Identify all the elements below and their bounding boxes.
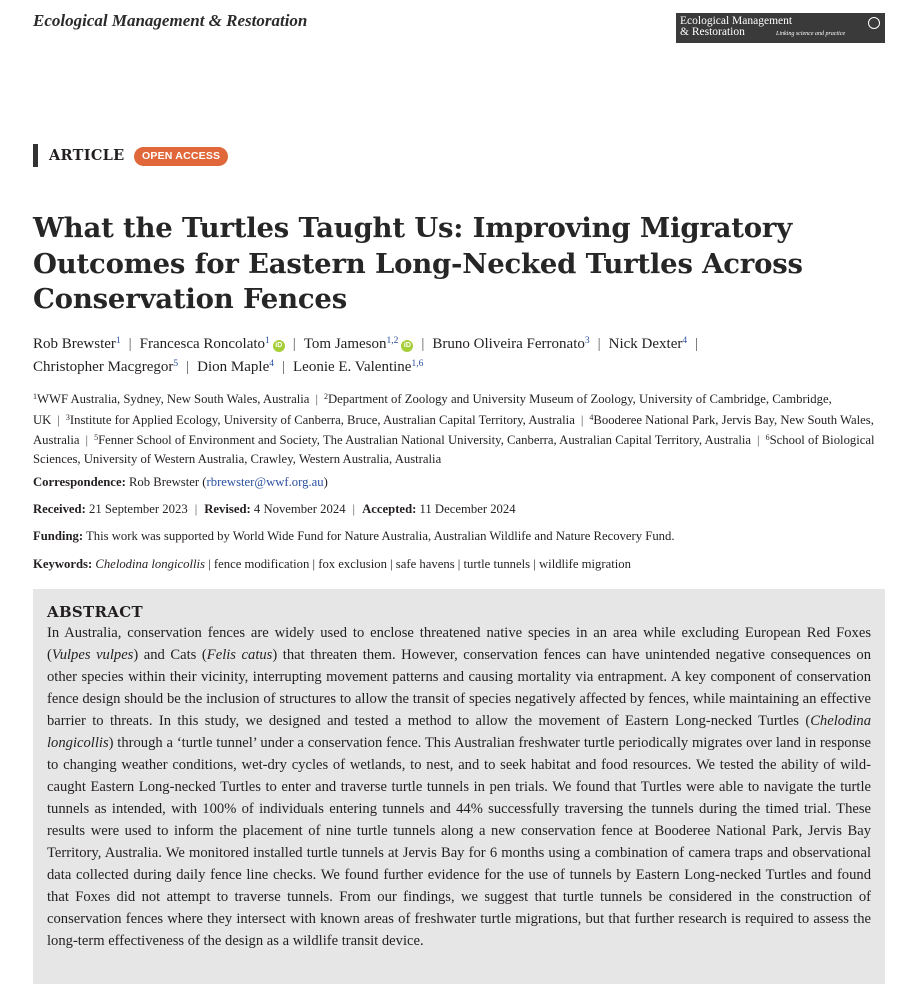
journal-name: Ecological Management & Restoration: [33, 11, 308, 30]
author[interactable]: Francesca Roncolato$^1$ iD: [140, 336, 285, 352]
article-title: What the Turtles Taught Us: Improving Migratory Outcomes for Eastern Long-Necked Turtles Across Conservation Fences: [33, 212, 803, 315]
affiliation: $^5$Fenner School of Environment and Society, The Australian National University, Canberra, Australian Capital Territory, Australia: [94, 433, 752, 448]
author[interactable]: Leonie E. Valentine$^{1,6}$: [293, 358, 424, 375]
abstract-text: In Australia, conservation fences are widely used to enclose threatened native species in an area while excluding European Red Foxes (Vulpes vulpes) and Cats (Felis catus) that threaten them. However, conservation fences can have unintended negative consequences on other species within their vicinity, interrupting movement patterns and causing mortality via entrapment. A key component of conservation fence design should be the inclusion of structures to allow the transit of species negatively affected by fences, while maintaining an effective barrier to threats. In this study, we designed and tested a method to allow the movement of Eastern Long-necked Turtles (Chelodina longicollis) through a ‘turtle tunnel’ under a conservation fence. This Australian freshwater turtle periodically migrates over land in response to changing weather conditions, wet-dry cycles of wetlands, to nest, and to seek habitat and food resources. We tested the ability of wild-caught Eastern Long-necked Turtles to enter and traverse turtle tunnels in pen trials. We found that Turtles were able to navigate the turtle tunnels as intended, with 100% of individuals entering tunnels and 44% successfully traversing the tunnels during the timed trial. These results were used to inform the placement of nine turtle tunnels along a new conservation fence at Booderee National Park, Jervis Bay Territory, Australia. We monitored installed turtle tunnels at Jervis Bay for 6 months using a combination of camera traps and observational data collected during daily fence line checks. We found further evidence for the use of tunnels by Eastern Long-necked Turtles and found that Foxes did not attempt to traverse tunnels. From our findings, we suggest that turtle tunnels be considered in the construction of conservation fences where they intersect with known areas of freshwater turtle migrations, but that further research is required to assess the long-term effectiveness of the design as a wildlife transit device.: [47, 625, 871, 949]
orcid-icon[interactable]: iD: [273, 340, 285, 352]
article-type: ARTICLE: [49, 147, 125, 164]
society-emblem-icon: [868, 17, 880, 29]
article-type-bar: [33, 144, 38, 167]
author-list: Rob Brewster$^1$ | Francesca Roncolato$^1$ iD | Tom Jameson$^{1,2}$ iD | Bruno Oliveira Ferronato$^3$ | Nick Dexter$^4$ | Christopher Macgregor$^5$ | Dion Maple$^4$ | Leonie E. Valentine$^{1,6}$: [33, 336, 699, 375]
journal-logo: [676, 13, 885, 43]
author[interactable]: Nick Dexter$^4$: [608, 336, 688, 352]
orcid-icon[interactable]: iD: [401, 340, 413, 352]
author[interactable]: Bruno Oliveira Ferronato$^3$: [432, 336, 590, 352]
abstract-heading: ABSTRACT: [47, 603, 143, 621]
abstract: [33, 589, 885, 984]
author[interactable]: Tom Jameson$^{1,2}$ iD: [304, 336, 414, 352]
affiliation: $^1$WWF Australia, Sydney, New South Wales, Australia: [33, 392, 310, 406]
logo-tagline: Linking science and practice: [776, 31, 846, 37]
logo-line2: & Restoration: [680, 26, 745, 38]
email-link[interactable]: rbrewster@wwf.org.au: [206, 475, 324, 489]
keywords: Keywords: Chelodina longicollis | fence modification | fox exclusion | safe havens | turtle tunnels | wildlife migration: [33, 557, 631, 571]
author[interactable]: Christopher Macgregor$^5$: [33, 358, 179, 375]
funding: Funding: This work was supported by World Wide Fund for Nature Australia, Australian Wildlife and Nature Recovery Fund.: [33, 529, 675, 543]
author[interactable]: Dion Maple$^4$: [197, 358, 274, 375]
affiliation: $^4$Booderee National Park, Jervis Bay, New South Wales, Australia: [33, 412, 874, 448]
article-dates: Received: 21 September 2023 | Revised: 4 November 2024 | Accepted: 11 December 2024: [33, 502, 516, 516]
affiliation: $^2$Department of Zoology and University Museum of Zoology, University of Cambridge, Cambridge, UK: [33, 392, 832, 427]
correspondence: Correspondence: Rob Brewster (rbrewster@wwf.org.au): [33, 475, 328, 489]
affiliation: $^3$Institute for Applied Ecology, University of Canberra, Bruce, Australian Capital Territory, Australia: [65, 412, 575, 427]
affiliations: $^1$WWF Australia, Sydney, New South Wales, Australia | $^2$Department of Zoology and University Museum of Zoology, University of Cambridge, Cambridge, UK | $^3$Institute for Applied Ecology, University of Canberra, Bruce, Australian Capital Territory, Australia | $^4$Booderee National Park, Jervis Bay, New South Wales, Australia | $^5$Fenner School of Environment and Society, The Australian National University, Canberra, Australian Capital Territory, Australia | $^6$School of Biological Sciences, University of Western Australia, Crawley, Western Australia, Australia: [33, 392, 875, 466]
logo-line1: Ecological Management: [680, 15, 793, 27]
affiliation: $^6$School of Biological Sciences, University of Western Australia, Crawley, Western Australia, Australia: [33, 433, 875, 466]
author[interactable]: Rob Brewster$^1$: [33, 336, 121, 352]
open-access-badge: OPEN ACCESS: [134, 147, 228, 166]
